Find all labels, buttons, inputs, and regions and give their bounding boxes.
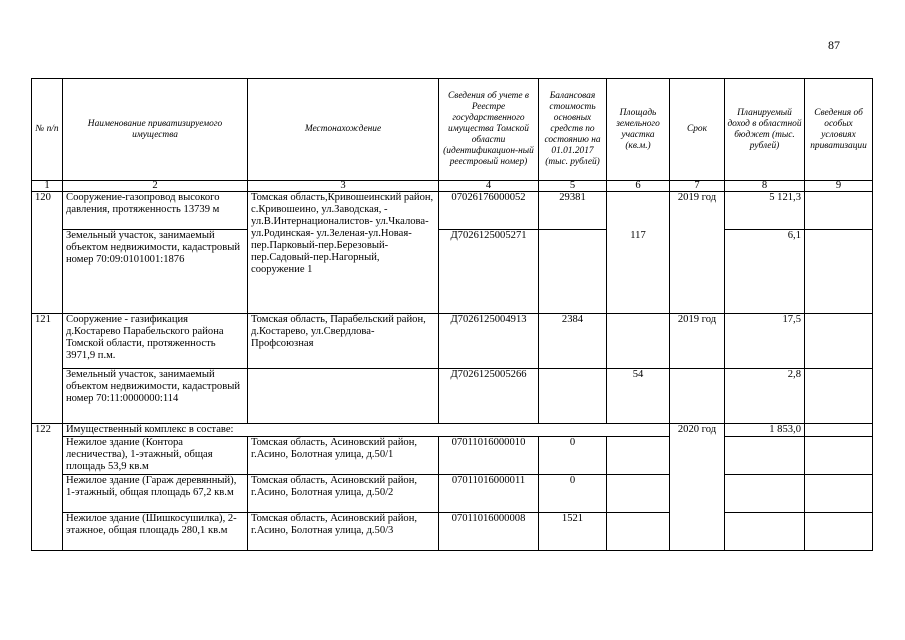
header-planned-income: Планируемый доход в областной бюджет (тыс. рублей) [725,79,805,181]
property-name: Земельный участок, занимаемый объектом недвижимости, кадастровый номер 70:09:0101001:1876 [63,230,248,314]
colnum: 6 [607,181,670,192]
colnum: 1 [32,181,63,192]
colnum: 2 [63,181,248,192]
special-conditions [805,230,873,314]
colnum: 3 [248,181,439,192]
balance-value: 0 [539,475,607,513]
colnum: 8 [725,181,805,192]
land-area [607,513,670,551]
property-name: Нежилое здание (Гараж деревянный), 1-этажный, общая площадь 67,2 кв.м [63,475,248,513]
column-number-row [32,181,873,192]
land-area: 54 [607,369,670,424]
term: 2019 год [670,192,725,314]
header-balance-value: Балансовая стоимость основных средств по состоянию на 01.01.2017 (тыс. рублей) [539,79,607,181]
planned-income [725,513,805,551]
balance-value [539,230,607,314]
table-row [32,230,873,314]
colnum: 5 [539,181,607,192]
land-area [607,475,670,513]
balance-value [539,369,607,424]
colnum: 4 [439,181,539,192]
registry-id: 07011016000010 [439,437,539,475]
special-conditions [805,513,873,551]
balance-value: 1521 [539,513,607,551]
property-location: Томская область, Парабельский район, д.Костарево, ул.Свердлова-Профсоюзная [248,314,439,369]
colnum: 9 [805,181,873,192]
balance-value: 29381 [539,192,607,230]
planned-income [725,437,805,475]
privatization-table [31,78,873,551]
header-num: № п/п [32,79,63,181]
special-conditions [805,314,873,369]
property-name: Сооружение-газопровод высокого давления, протяженность 13739 м [63,192,248,230]
header-special-conditions: Сведения об особых условиях приватизации [805,79,873,181]
table-row [32,314,873,369]
property-name: Сооружение - газификация д.Костарево Парабельского района Томской области, протяженность 3971,9 п.м. [63,314,248,369]
table-row [32,475,873,513]
header-name: Наименование приватизируемого имущества [63,79,248,181]
planned-income: 2,8 [725,369,805,424]
row-number: 121 [32,314,63,424]
table-row [32,437,873,475]
registry-id: 07026176000052 [439,192,539,230]
land-area: 117 [607,230,670,314]
balance-value: 2384 [539,314,607,369]
term [670,369,725,424]
property-location [248,369,439,424]
special-conditions [805,437,873,475]
property-name: Нежилое здание (Контора лесничества), 1-этажный, общая площадь 53,9 кв.м [63,437,248,475]
property-location: Томская область,Кривошеинский район, с.Кривошеино, ул.Заводская, - ул.В.Интернационалистов- ул.Чкалова-ул.Родинская- ул.Зеленая-ул.Новая- пер.Парковый-пер.Березовый- пер.Садовый-пер.Нагорный, сооружение 1 [248,192,439,314]
planned-income: 17,5 [725,314,805,369]
term: 2019 год [670,314,725,369]
land-area [607,192,670,230]
header-row [32,79,873,181]
header-term: Срок [670,79,725,181]
special-conditions [805,369,873,424]
table-row [32,192,873,230]
balance-value: 0 [539,437,607,475]
table-row [32,424,873,437]
row-number: 120 [32,192,63,314]
colnum: 7 [670,181,725,192]
page-number: 87 [828,38,840,52]
row-number: 122 [32,424,63,551]
special-conditions [805,424,873,437]
property-name: Нежилое здание (Шишкосушилка), 2-этажное, общая площадь 280,1 кв.м [63,513,248,551]
land-area [607,437,670,475]
registry-id: Д7026125004913 [439,314,539,369]
registry-id: 07011016000011 [439,475,539,513]
planned-income: 1 853,0 [725,424,805,437]
planned-income: 5 121,3 [725,192,805,230]
registry-id: Д7026125005271 [439,230,539,314]
special-conditions [805,475,873,513]
property-location: Томская область, Асиновский район, г.Асино, Болотная улица, д.50/2 [248,475,439,513]
header-registry-id: Сведения об учете в Реестре государственного имущества Томской области (идентификацион-ный реестровый номер) [439,79,539,181]
registry-id: 07011016000008 [439,513,539,551]
special-conditions [805,192,873,230]
term: 2020 год [670,424,725,551]
land-area [607,314,670,369]
header-location: Местонахождение [248,79,439,181]
property-name: Земельный участок, занимаемый объектом недвижимости, кадастровый номер 70:11:0000000:114 [63,369,248,424]
table-row [32,513,873,551]
header-land-area: Площадь земельного участка (кв.м.) [607,79,670,181]
property-location: Томская область, Асиновский район, г.Асино, Болотная улица, д.50/1 [248,437,439,475]
planned-income [725,475,805,513]
complex-title: Имущественный комплекс в составе: [63,424,670,437]
planned-income: 6,1 [725,230,805,314]
table-row [32,369,873,424]
registry-id: Д7026125005266 [439,369,539,424]
property-location: Томская область, Асиновский район, г.Асино, Болотная улица, д.50/3 [248,513,439,551]
